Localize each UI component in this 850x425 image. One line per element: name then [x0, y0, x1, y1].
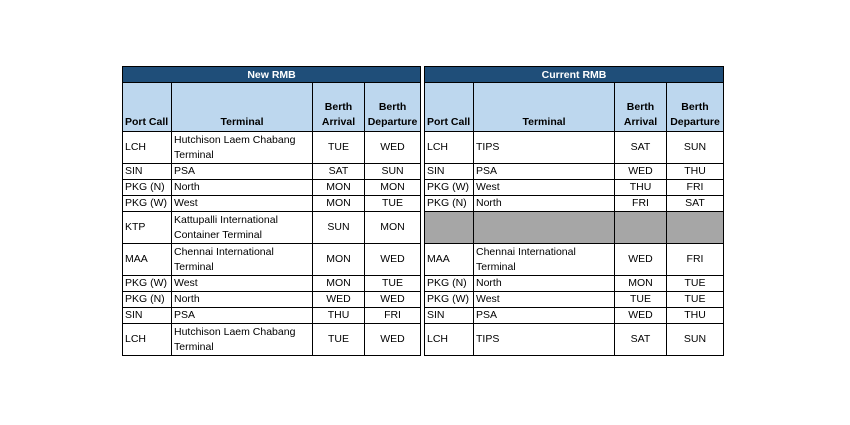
berth-arrival-cell: MON [313, 276, 365, 292]
terminal-cell: West [172, 276, 313, 292]
port-call-cell: PKG (W) [425, 180, 474, 196]
berth-arrival-cell: SAT [615, 324, 667, 356]
berth-arrival-cell: TUE [313, 132, 365, 164]
terminal-cell: Kattupalli International Container Terminal [172, 212, 313, 244]
berth-arrival-cell: SAT [615, 132, 667, 164]
berth-departure-cell: WED [365, 244, 421, 276]
header-terminal: Terminal [172, 83, 313, 132]
berth-departure-cell: MON [365, 180, 421, 196]
terminal-cell: North [172, 180, 313, 196]
terminal-cell: North [172, 292, 313, 308]
berth-arrival-cell: THU [615, 180, 667, 196]
terminal-cell: PSA [474, 164, 615, 180]
port-call-cell: PKG (W) [425, 292, 474, 308]
berth-departure-cell: MON [365, 212, 421, 244]
berth-arrival-cell: FRI [615, 196, 667, 212]
new-rmb-rows [123, 132, 421, 356]
berth-departure-cell: TUE [365, 276, 421, 292]
port-call-cell: LCH [425, 132, 474, 164]
berth-departure-cell: TUE [667, 276, 724, 292]
terminal-cell: North [474, 196, 615, 212]
table-row [123, 132, 421, 164]
berth-arrival-cell: MON [313, 196, 365, 212]
table-row [123, 244, 421, 276]
header-port-call: Port Call [123, 83, 172, 132]
current-rmb-rows [425, 132, 724, 356]
table-row [425, 324, 724, 356]
table-row [123, 164, 421, 180]
terminal-cell: TIPS [474, 132, 615, 164]
terminal-cell: PSA [474, 308, 615, 324]
port-call-cell: MAA [425, 244, 474, 276]
port-call-cell: PKG (N) [123, 292, 172, 308]
berth-departure-cell: SUN [365, 164, 421, 180]
port-call-cell: PKG (N) [425, 196, 474, 212]
terminal-cell: PSA [172, 308, 313, 324]
port-call-cell: PKG (W) [123, 196, 172, 212]
table-row [123, 180, 421, 196]
berth-departure-cell: TUE [667, 292, 724, 308]
current-rmb-title: Current RMB [425, 67, 724, 83]
berth-arrival-cell: THU [313, 308, 365, 324]
berth-departure-cell: WED [365, 292, 421, 308]
table-row [123, 308, 421, 324]
berth-arrival-cell: WED [313, 292, 365, 308]
port-call-cell: MAA [123, 244, 172, 276]
berth-arrival-cell: WED [615, 164, 667, 180]
port-call-cell: LCH [123, 324, 172, 356]
table-row [425, 164, 724, 180]
port-call-cell: SIN [123, 164, 172, 180]
port-call-cell: KTP [123, 212, 172, 244]
terminal-cell: Hutchison Laem Chabang Terminal [172, 324, 313, 356]
table-row [123, 276, 421, 292]
table-row [123, 212, 421, 244]
terminal-cell: West [474, 180, 615, 196]
berth-arrival-cell: WED [615, 308, 667, 324]
table-row [123, 292, 421, 308]
berth-departure-cell: SAT [667, 196, 724, 212]
current-rmb-table [424, 66, 724, 356]
berth-departure-cell: WED [365, 132, 421, 164]
berth-departure-cell: THU [667, 164, 724, 180]
port-call-cell: PKG (N) [123, 180, 172, 196]
berth-arrival-cell: TUE [313, 324, 365, 356]
terminal-cell: Hutchison Laem Chabang Terminal [172, 132, 313, 164]
terminal-cell: TIPS [474, 324, 615, 356]
berth-departure-cell: WED [365, 324, 421, 356]
terminal-cell: North [474, 276, 615, 292]
berth-departure-cell: SUN [667, 132, 724, 164]
header-berth-arrival: Berth Arrival [313, 83, 365, 132]
terminal-cell [474, 212, 615, 244]
berth-departure-cell: SUN [667, 324, 724, 356]
table-row [123, 196, 421, 212]
terminal-cell: West [172, 196, 313, 212]
header-port-call: Port Call [425, 83, 474, 132]
port-call-cell: LCH [123, 132, 172, 164]
terminal-cell: West [474, 292, 615, 308]
berth-arrival-cell [615, 212, 667, 244]
port-call-cell: LCH [425, 324, 474, 356]
berth-arrival-cell: TUE [615, 292, 667, 308]
berth-arrival-cell: WED [615, 244, 667, 276]
table-row [425, 212, 724, 244]
new-rmb-title: New RMB [123, 67, 421, 83]
table-row [425, 180, 724, 196]
port-call-cell: PKG (N) [425, 276, 474, 292]
berth-departure-cell: FRI [667, 244, 724, 276]
terminal-cell: PSA [172, 164, 313, 180]
berth-arrival-cell: MON [313, 244, 365, 276]
berth-departure-cell: FRI [667, 180, 724, 196]
header-berth-departure: Berth Departure [365, 83, 421, 132]
port-call-cell: PKG (W) [123, 276, 172, 292]
terminal-cell: Chennai International Terminal [474, 244, 615, 276]
header-berth-departure: Berth Departure [667, 83, 724, 132]
table-row [123, 324, 421, 356]
berth-departure-cell: FRI [365, 308, 421, 324]
table-row [425, 196, 724, 212]
table-row [425, 132, 724, 164]
table-row [425, 276, 724, 292]
port-call-cell [425, 212, 474, 244]
table-row [425, 244, 724, 276]
berth-arrival-cell: MON [313, 180, 365, 196]
berth-arrival-cell: SAT [313, 164, 365, 180]
berth-departure-cell: TUE [365, 196, 421, 212]
table-row [425, 308, 724, 324]
berth-arrival-cell: MON [615, 276, 667, 292]
port-call-cell: SIN [425, 308, 474, 324]
terminal-cell: Chennai International Terminal [172, 244, 313, 276]
berth-departure-cell: THU [667, 308, 724, 324]
berth-arrival-cell: SUN [313, 212, 365, 244]
header-berth-arrival: Berth Arrival [615, 83, 667, 132]
berth-departure-cell [667, 212, 724, 244]
port-call-cell: SIN [123, 308, 172, 324]
new-rmb-table [122, 66, 421, 356]
port-call-cell: SIN [425, 164, 474, 180]
header-terminal: Terminal [474, 83, 615, 132]
table-row [425, 292, 724, 308]
